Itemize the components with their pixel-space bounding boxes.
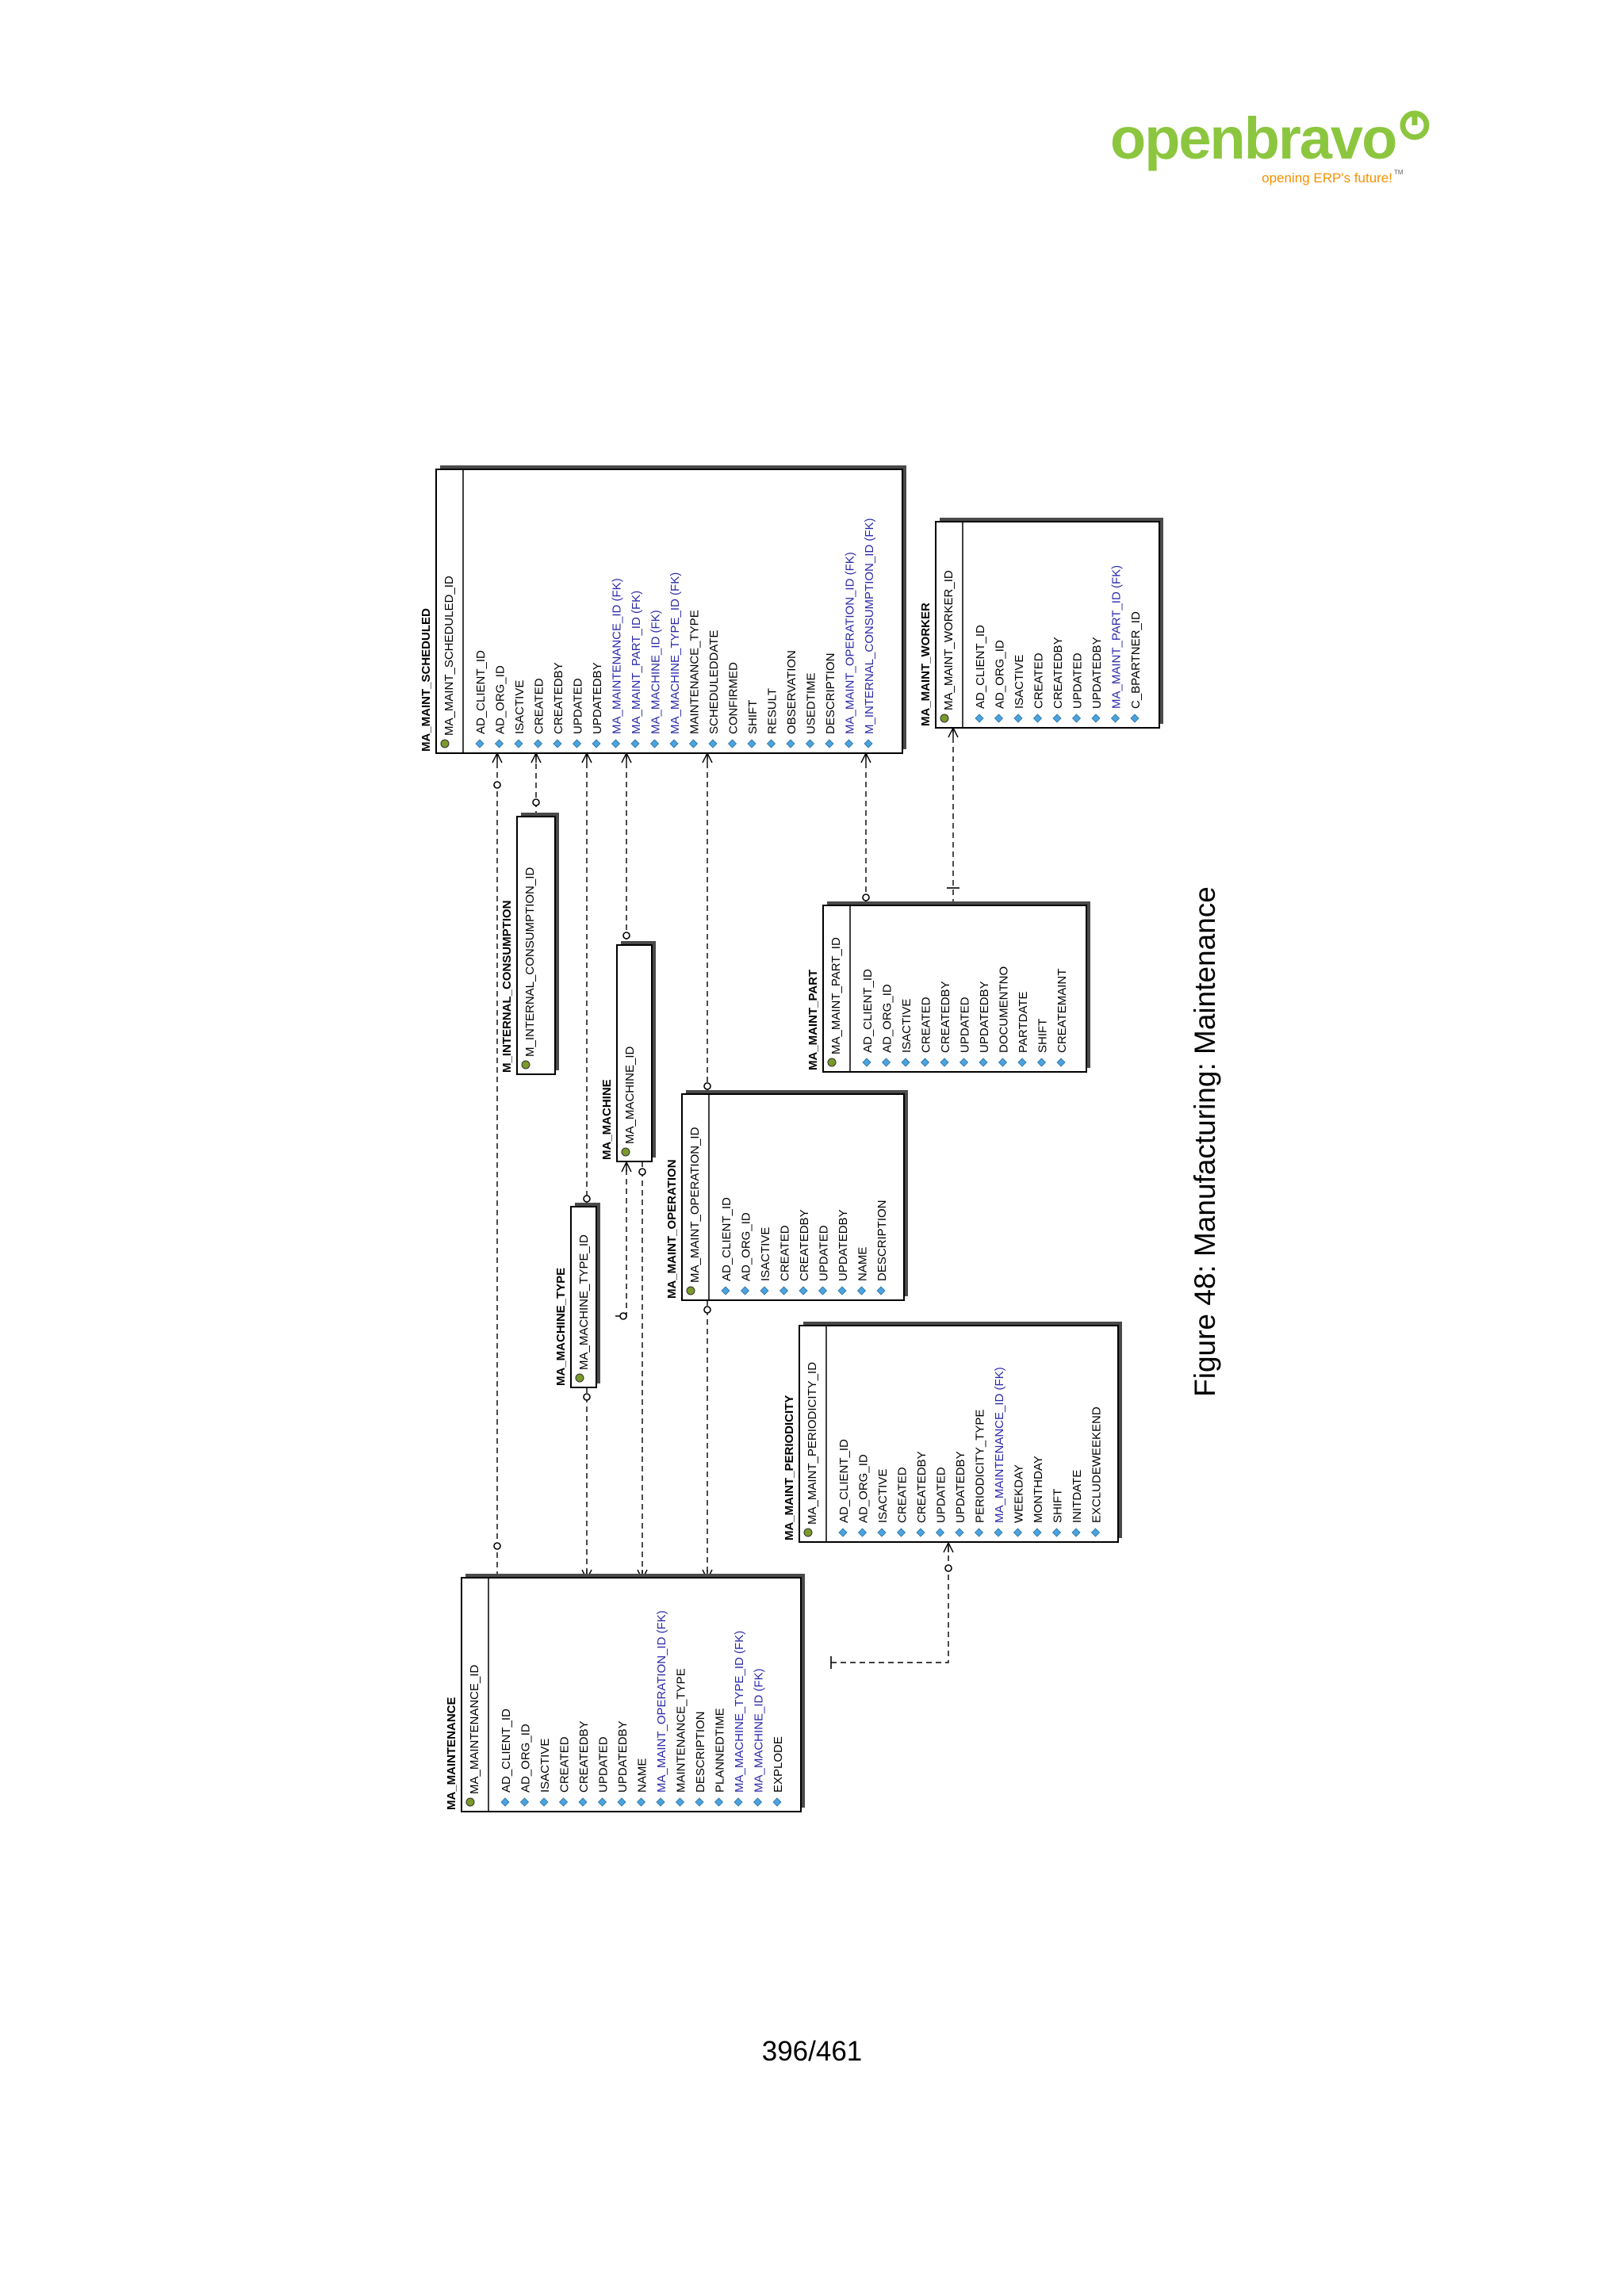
- entity-column: AD_CLIENT_ID: [500, 1709, 513, 1793]
- entity-column: DESCRIPTION: [694, 1711, 707, 1793]
- entity-column: MA_MACHINE_TYPE_ID (FK): [668, 572, 682, 734]
- crowfoot-mark: [948, 728, 958, 737]
- entity-maint-operation: [665, 1090, 908, 1300]
- cardinality-circle: [584, 1196, 590, 1202]
- entity-column: CREATEDBY: [1051, 637, 1065, 709]
- entity-column: MA_MACHINE_ID (FK): [649, 610, 663, 734]
- key-icon: [576, 1374, 584, 1382]
- key-icon: [622, 1148, 630, 1156]
- entity-column: C_BPARTNER_ID: [1129, 611, 1143, 709]
- entity-column: UPDATEDBY: [837, 1209, 850, 1281]
- entity-maint-part: [806, 901, 1090, 1072]
- entity-column: DESCRIPTION: [875, 1200, 889, 1281]
- crowfoot-mark: [582, 753, 592, 763]
- entity-column: MA_MACHINE_TYPE_ID (FK): [733, 1630, 746, 1793]
- entity-column: UPDATEDBY: [954, 1451, 967, 1523]
- cardinality-circle: [620, 1313, 626, 1319]
- entity-column: INITDATE: [1071, 1469, 1084, 1523]
- key-icon: [441, 740, 449, 748]
- entity-column: MA_MAINTENANCE_ID (FK): [993, 1367, 1006, 1523]
- entity-column: AD_CLIENT_ID: [974, 625, 987, 709]
- entity-column: MA_MAINT_OPERATION_ID (FK): [655, 1610, 668, 1793]
- key-icon: [687, 1287, 695, 1295]
- entity-column: MA_MAINT_OPERATION_ID (FK): [843, 552, 857, 734]
- entity-column: CREATED: [1032, 652, 1046, 709]
- entity-maint-worker: [919, 518, 1163, 728]
- entity-column: UPDATED: [934, 1467, 948, 1523]
- entity-column: RESULT: [765, 687, 779, 734]
- key-icon: [804, 1529, 812, 1536]
- entity-column: AD_ORG_ID: [739, 1212, 753, 1281]
- page-number: 396/461: [761, 2036, 863, 2067]
- entity-column: CREATED: [532, 678, 546, 734]
- primary-key-column: MA_MACHINE_ID: [623, 1046, 637, 1144]
- entity-column: CREATED: [919, 997, 933, 1053]
- entity-column: SHIFT: [1051, 1488, 1065, 1523]
- entity-column: MAINTENANCE_TYPE: [674, 1668, 688, 1793]
- entity-column: AD_ORG_ID: [493, 665, 508, 734]
- primary-key-column: MA_MAINTENANCE_ID: [468, 1664, 481, 1794]
- entity-column: USEDTIME: [804, 672, 818, 734]
- entity-machine: [600, 941, 656, 1161]
- cardinality-circle: [704, 1307, 710, 1313]
- entity-column: PLANNEDTIME: [713, 1708, 727, 1793]
- entity-machine-type: [554, 1203, 600, 1387]
- entity-column: AD_ORG_ID: [880, 984, 894, 1053]
- entity-column: M_INTERNAL_CONSUMPTION_ID (FK): [863, 518, 876, 734]
- entity-title: MA_MAINTENANCE: [445, 1697, 458, 1810]
- entity-column: CREATEDBY: [552, 662, 565, 734]
- entity-column: WEEKDAY: [1012, 1464, 1026, 1523]
- entity-column: NAME: [856, 1246, 870, 1281]
- primary-key-column: MA_MAINT_PART_ID: [829, 937, 843, 1054]
- entity-column: SHIFT: [1036, 1018, 1050, 1053]
- figure-caption: Figure 48: Manufacturing: Maintenance: [1189, 886, 1221, 1397]
- logo-wordmark: openbravo: [1110, 105, 1396, 171]
- entity-column: UPDATEDBY: [591, 662, 604, 734]
- entity-column: AD_CLIENT_ID: [720, 1197, 733, 1281]
- entity-column: CREATEDBY: [915, 1451, 929, 1523]
- entity-column: MAINTENANCE_TYPE: [688, 610, 702, 734]
- entity-column: ISACTIVE: [759, 1226, 772, 1281]
- cardinality-circle: [494, 1543, 500, 1549]
- entity-title: MA_MAINT_WORKER: [919, 603, 933, 726]
- rel-machinetype-machine: [615, 1161, 626, 1316]
- cardinality-circle: [639, 1169, 645, 1175]
- cardinality-circle: [623, 932, 630, 939]
- logo-tagline: opening ERP's future!: [1262, 170, 1392, 186]
- crowfoot-mark: [622, 753, 631, 763]
- entity-column: ISACTIVE: [900, 998, 914, 1053]
- entity-internal-consumption: [500, 813, 559, 1074]
- entity-column: EXPLODE: [772, 1736, 785, 1793]
- primary-key-column: MA_MAINT_WORKER_ID: [942, 570, 956, 710]
- entity-column: MA_MAINT_PART_ID (FK): [630, 590, 643, 734]
- crowfoot-mark: [861, 753, 871, 763]
- entity-title: MA_MAINT_OPERATION: [665, 1159, 679, 1299]
- entity-maint-scheduled: [419, 465, 906, 753]
- entity-column: ISACTIVE: [538, 1738, 552, 1793]
- entity-column: NAME: [635, 1758, 649, 1793]
- cardinality-circle: [704, 1083, 710, 1089]
- entity-column: MONTHDAY: [1032, 1456, 1045, 1523]
- entity-column: MA_MAINT_PART_ID (FK): [1109, 564, 1124, 709]
- entity-column: CREATED: [557, 1736, 572, 1793]
- crowfoot-mark: [703, 753, 712, 763]
- cardinality-circle: [584, 1394, 590, 1400]
- entity-column: AD_CLIENT_ID: [861, 969, 875, 1053]
- entity-column: UPDATED: [817, 1225, 831, 1281]
- cardinality-circle: [533, 799, 539, 806]
- cardinality-circle: [494, 782, 500, 788]
- crowfoot-mark: [622, 1162, 631, 1172]
- primary-key-column: MA_MAINT_PERIODICITY_ID: [806, 1361, 819, 1525]
- cardinality-circle: [945, 1565, 952, 1571]
- entity-column: MA_MACHINE_ID (FK): [752, 1668, 766, 1793]
- entity-column: OBSERVATION: [785, 650, 799, 734]
- entity-column: AD_ORG_ID: [993, 640, 1007, 709]
- entity-box: [936, 522, 1159, 728]
- primary-key-column: MA_MAINT_SCHEDULED_ID: [442, 576, 456, 736]
- entity-column: UPDATED: [596, 1736, 611, 1793]
- entity-title: MA_MAINT_PART: [806, 969, 820, 1070]
- rel-maintenance-periodicity: [831, 1542, 948, 1663]
- entity-column: EXCLUDEWEEKEND: [1090, 1406, 1104, 1523]
- entity-maint-periodicity: [783, 1322, 1122, 1542]
- key-icon: [940, 714, 948, 722]
- entity-column: AD_CLIENT_ID: [474, 650, 488, 734]
- entity-column: CREATED: [778, 1225, 792, 1281]
- entity-title: M_INTERNAL_CONSUMPTION: [500, 900, 514, 1073]
- entity-column: CREATEDBY: [577, 1720, 591, 1793]
- entity-column: PARTDATE: [1017, 991, 1030, 1053]
- entity-column: PERIODICITY_TYPE: [973, 1409, 987, 1523]
- entity-column: CREATEDBY: [939, 981, 952, 1053]
- crowfoot-mark: [492, 753, 502, 763]
- trademark-mark: TM: [1394, 169, 1404, 176]
- primary-key-column: MA_MACHINE_TYPE_ID: [577, 1234, 591, 1370]
- crowfoot-mark: [531, 753, 541, 763]
- entity-title: MA_MAINT_PERIODICITY: [783, 1395, 796, 1540]
- entity-column: SHIFT: [746, 699, 760, 734]
- key-icon: [466, 1798, 474, 1806]
- entity-column: SCHEDULEDDATE: [707, 629, 721, 734]
- key-icon: [828, 1058, 836, 1066]
- cardinality-circle: [863, 894, 869, 901]
- entity-column: UPDATED: [1071, 652, 1085, 709]
- entity-title: MA_MAINT_SCHEDULED: [419, 608, 433, 752]
- entity-column: AD_ORG_ID: [519, 1724, 533, 1793]
- entity-column: MA_MAINTENANCE_ID (FK): [610, 578, 624, 734]
- entity-column: CREATED: [895, 1467, 910, 1523]
- entity-column: CONFIRMED: [726, 662, 741, 734]
- entity-column: UPDATEDBY: [1090, 637, 1104, 709]
- entity-title: MA_MACHINE: [600, 1079, 614, 1160]
- entity-column: DOCUMENTNO: [997, 966, 1011, 1053]
- key-icon: [522, 1061, 530, 1069]
- entity-column: UPDATED: [958, 997, 972, 1053]
- primary-key-column: M_INTERNAL_CONSUMPTION_ID: [523, 867, 537, 1057]
- entity-column: CREATEMAINT: [1055, 968, 1069, 1053]
- crowfoot-mark: [944, 1543, 953, 1552]
- entity-column: ISACTIVE: [1013, 654, 1026, 709]
- entity-column: UPDATEDBY: [978, 981, 991, 1053]
- entity-column: ISACTIVE: [513, 679, 527, 734]
- entity-column: UPDATEDBY: [616, 1720, 630, 1793]
- entity-column: CREATEDBY: [798, 1209, 811, 1281]
- entity-column: UPDATED: [571, 678, 585, 734]
- entity-title: MA_MACHINE_TYPE: [554, 1267, 568, 1386]
- entity-maintenance: [445, 1574, 805, 1812]
- entity-column: AD_CLIENT_ID: [837, 1439, 851, 1523]
- entity-box: [682, 1094, 904, 1300]
- entity-column: DESCRIPTION: [824, 652, 837, 734]
- primary-key-column: MA_MAINT_OPERATION_ID: [688, 1127, 702, 1283]
- entities: [419, 465, 1163, 1812]
- entity-column: ISACTIVE: [876, 1468, 890, 1523]
- entity-column: AD_ORG_ID: [856, 1454, 871, 1523]
